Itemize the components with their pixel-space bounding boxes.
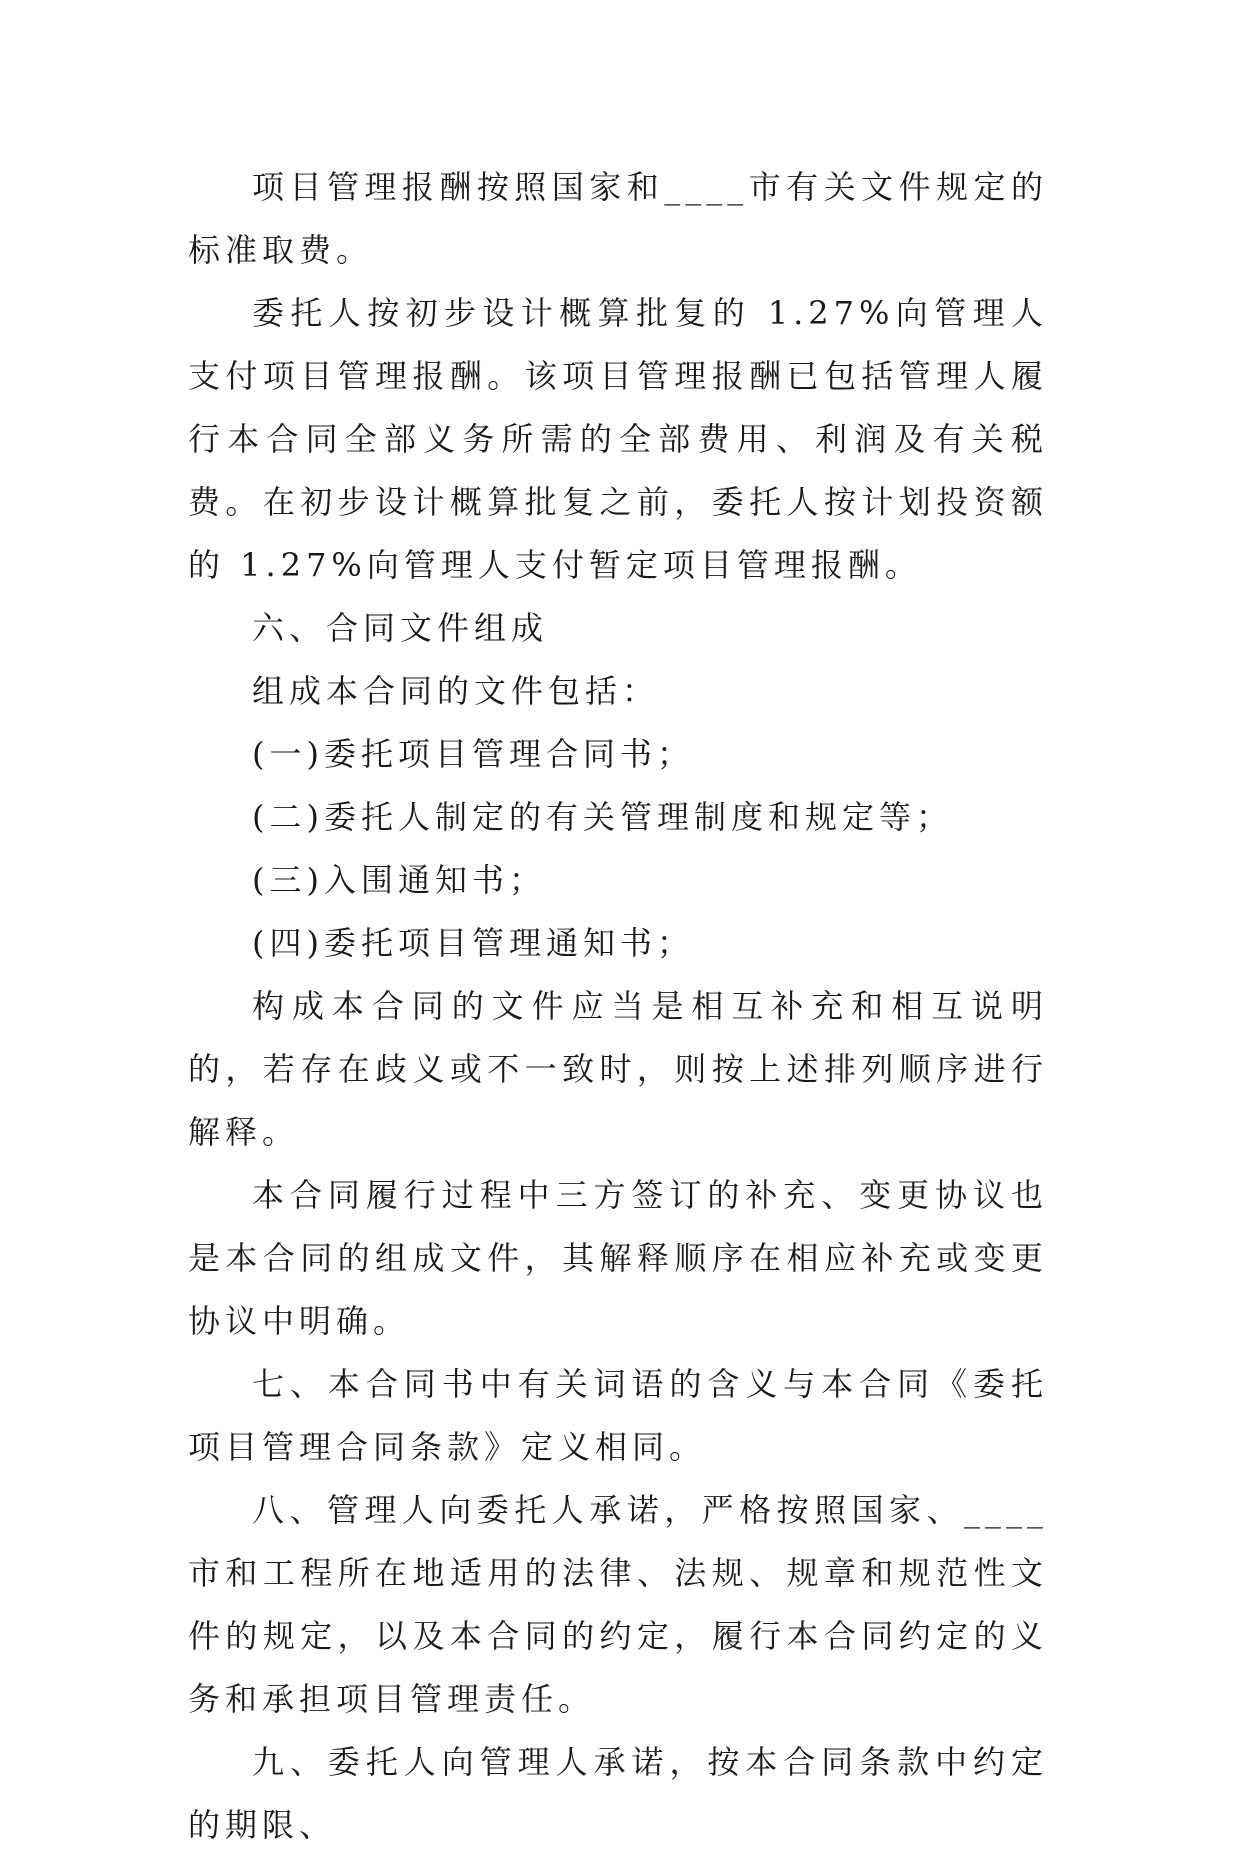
- paragraph-remuneration-rate: 委托人按初步设计概算批复的 1.27%向管理人支付项目管理报酬。该项目管理报酬已包括管理人履行本合同全部义务所需的全部费用、利润及有关税费。在初步设计概算批复之前，委托人按计划投资额的 1.27%向管理人支付暂定项目管理报酬。: [188, 294, 1048, 584]
- paragraph-remuneration-standard: 项目管理报酬按照国家和____市有关文件规定的标准取费。: [188, 168, 1048, 269]
- section-heading-contract-documents: 六、合同文件组成: [252, 609, 549, 647]
- document-body: [188, 156, 1048, 1857]
- paragraph-interpretation-order: 构成本合同的文件应当是相互补充和相互说明的，若存在歧义或不一致时，则按上述排列顺序进行解释。: [188, 987, 1048, 1151]
- paragraph-documents-include: 组成本合同的文件包括：: [252, 672, 660, 710]
- list-item-document-2: (二)委托人制定的有关管理制度和规定等；: [252, 798, 953, 836]
- section-nine-client-commitment: 九、委托人向管理人承诺，按本合同条款中约定的期限、: [188, 1743, 1048, 1844]
- list-item-document-3: (三)入围通知书；: [252, 861, 546, 899]
- paragraph-supplementary-agreements: 本合同履行过程中三方签订的补充、变更协议也是本合同的组成文件，其解释顺序在相应补充或变更协议中明确。: [188, 1176, 1048, 1340]
- section-seven-definitions: 七、本合同书中有关词语的含义与本合同《委托项目管理合同条款》定义相同。: [188, 1365, 1048, 1466]
- list-item-document-1: (一)委托项目管理合同书；: [252, 735, 694, 773]
- section-eight-manager-commitment: 八、管理人向委托人承诺，严格按照国家、____市和工程所在地适用的法律、法规、规章和规范性文件的规定，以及本合同的约定，履行本合同约定的义务和承担项目管理责任。: [188, 1491, 1048, 1718]
- list-item-document-4: (四)委托项目管理通知书；: [252, 924, 694, 962]
